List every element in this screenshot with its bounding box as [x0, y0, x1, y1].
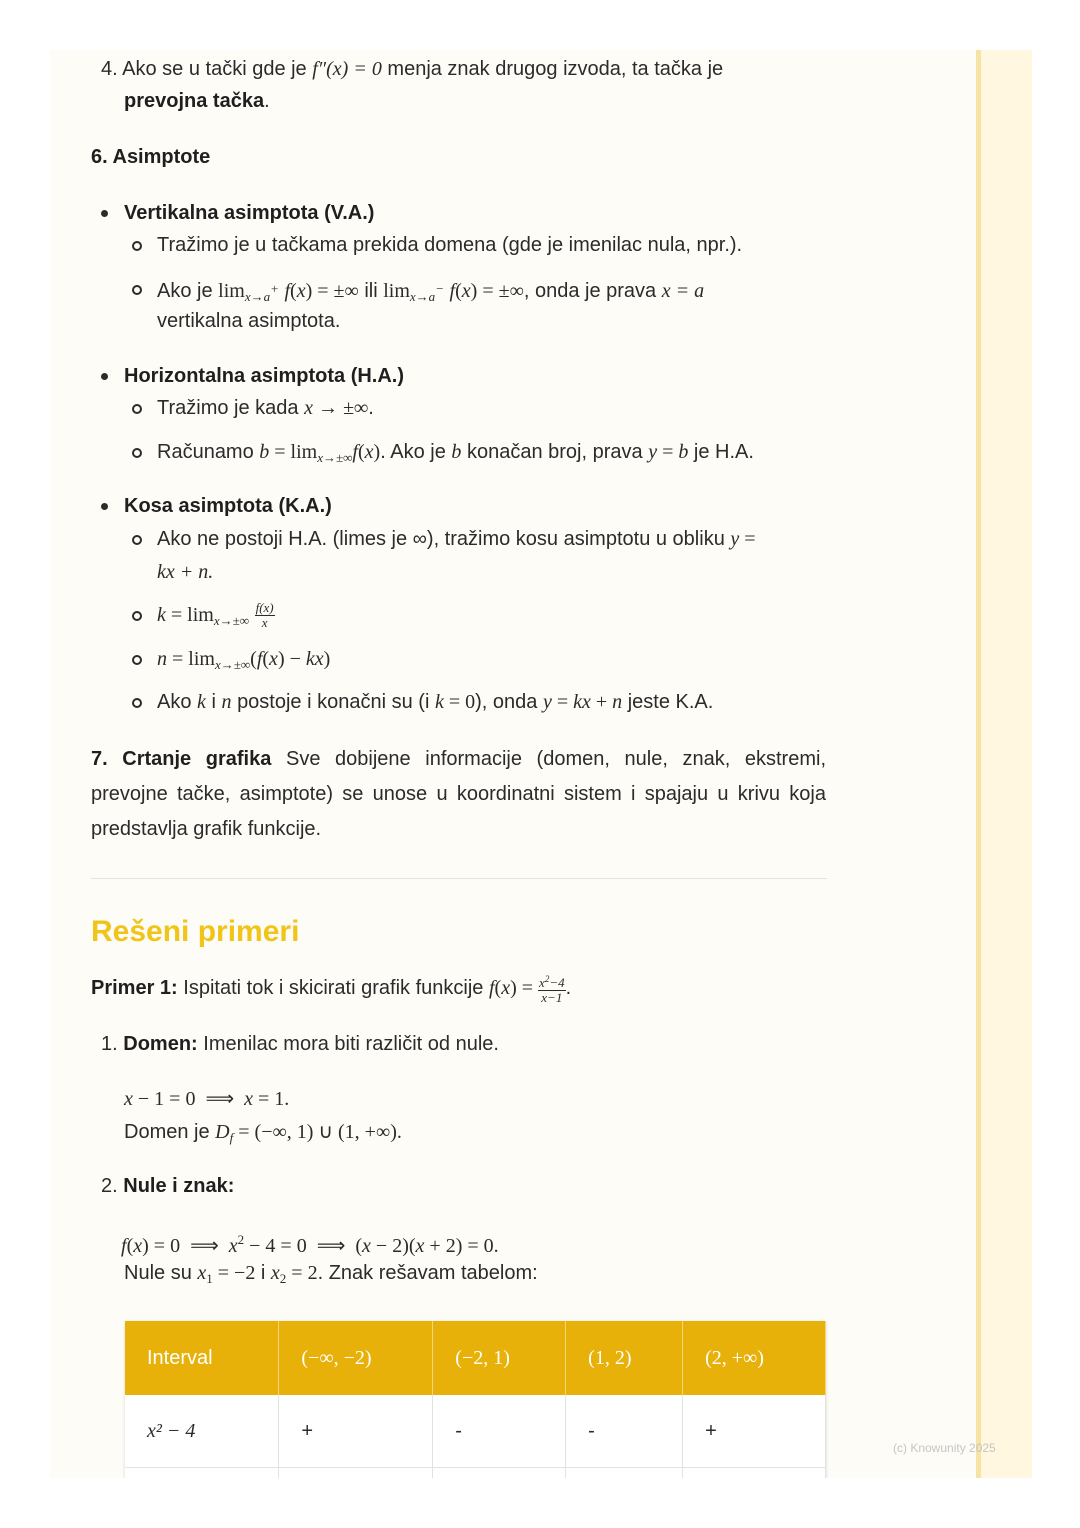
table-header-cell: Interval — [125, 1321, 279, 1395]
bullet-circle — [132, 698, 142, 708]
table-header-row — [125, 1321, 826, 1395]
table-header-cell: (2, +∞) — [683, 1321, 826, 1395]
ka-bullet-3: $n = \lim_{x\to\pm\infty}(f(x) - kx)$ — [157, 648, 331, 672]
va-bullet-1: Tražimo je u tačkama prekida domena (gde je imenilac nula, npr.). — [157, 234, 743, 256]
step-1-domain: Domen je $D_f$ = (−∞, 1) ∪ (1, +∞). — [124, 1121, 402, 1145]
ka-bullet-1-line2: kx + n. — [157, 561, 214, 583]
table-header-cell: (−∞, −2) — [279, 1321, 433, 1395]
ka-title: Kosa asimptota (K.A.) — [124, 495, 332, 517]
step-2-zeros: Nule su $x_1 = -2$ i $x_2 = 2$. Znak rešavam tabelom: — [124, 1262, 538, 1286]
bullet-dot — [101, 373, 108, 380]
step-1-line: 1. Domen: Imenilac mora biti različit od nule. — [101, 1033, 499, 1055]
step-2-equation: f(x) = 0 ⟹ $x^2 - 4 = 0$ ⟹ (x − 2)(x + 2) = 0. — [121, 1232, 499, 1257]
item-4-math: f″(x) = 0 — [312, 58, 382, 80]
bullet-circle — [132, 285, 142, 295]
table-cell: + — [279, 1395, 433, 1468]
solved-examples-heading: Rešeni primeri — [91, 915, 300, 948]
sign-table — [125, 1321, 826, 1501]
step-2-line: 2. Nule i znak: — [101, 1175, 235, 1197]
side-rail-border — [976, 50, 981, 1478]
section-7-paragraph: 7. Crtanje grafika Sve dobijene informacije (domen, nule, znak, ekstremi, prevojne tačke, asimptote) se unose u koordinatni sistem i spajaju u krivu koja predstavlja grafik funkcije. — [91, 748, 827, 840]
section-6-title: 6. Asimptote — [91, 146, 211, 168]
table-cell: - — [433, 1395, 566, 1468]
va-bullet-2-line2: vertikalna asimptota. — [157, 310, 341, 332]
ha-bullet-1: Tražimo je kada x → ±∞. — [157, 397, 374, 419]
bullet-circle — [132, 404, 142, 414]
ha-bullet-2: Računamo $b = \lim_{x\to\pm\infty}f(x)$. Ako je b konačan broj, prava y = b je H.A. — [157, 441, 754, 465]
bullet-circle — [132, 241, 142, 251]
item-4-line1: 4. Ako se u tački gde je f″(x) = 0 menja znak drugog izvoda, ta tačka je — [101, 58, 724, 80]
ka-bullet-4: Ako k i n postoje i konačni su (i k = 0), onda y = kx + n jeste K.A. — [157, 691, 714, 713]
ka-bullet-2: $k = \lim_{x\to\pm\infty}$ $\frac{f(x)}{x}$ — [157, 600, 274, 631]
table-header-cell: (−2, 1) — [433, 1321, 566, 1395]
primer-1-statement: Primer 1: Ispitati tok i skicirati grafik funkcije f(x) = $\frac{x^2-4}{x-1}$ . — [91, 974, 572, 1006]
side-rail — [976, 50, 1032, 1478]
table-header-cell: (1, 2) — [566, 1321, 683, 1395]
bullet-circle — [132, 611, 142, 621]
va-title: Vertikalna asimptota (V.A.) — [124, 202, 375, 224]
step-1-equation: x − 1 = 0 ⟹ x = 1. — [124, 1088, 290, 1110]
item-4-line2: prevojna tačka. — [124, 90, 270, 112]
bullet-circle — [132, 448, 142, 458]
ka-bullet-1: Ako ne postoji H.A. (limes je ∞), tražimo kosu asimptotu u obliku y = — [157, 528, 756, 550]
watermark: (c) Knowunity 2025 — [893, 1441, 996, 1455]
divider — [91, 878, 827, 879]
va-bullet-2: Ako je $\lim_{x\to a^+} f(x)$ = ±∞ ili $\lim_{x\to a^-} f(x)$ = ±∞, onda je prava x = a — [157, 280, 705, 304]
bullet-circle — [132, 655, 142, 665]
bullet-circle — [132, 535, 142, 545]
bullet-dot — [101, 503, 108, 510]
ha-title: Horizontalna asimptota (H.A.) — [124, 365, 405, 387]
table-cell: - — [566, 1395, 683, 1468]
table-row — [125, 1395, 826, 1468]
bottom-margin — [0, 1478, 1080, 1528]
table-cell: x² − 4 — [125, 1395, 279, 1468]
bullet-dot — [101, 210, 108, 217]
table-cell: + — [683, 1395, 826, 1468]
